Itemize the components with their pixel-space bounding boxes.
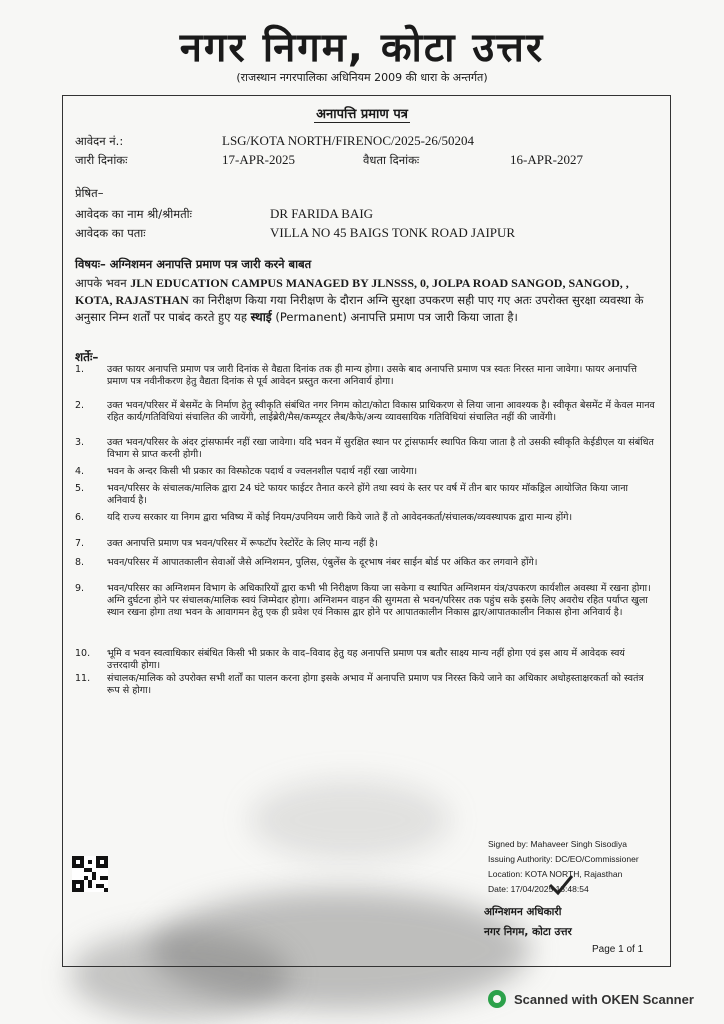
signature-check-icon [548, 874, 574, 896]
officer-title: अग्निशमन अधिकारी [484, 906, 562, 918]
signed-by: Signed by: Mahaveer Singh Sisodiya [488, 839, 627, 849]
header-title: नगर निगम, कोटा उत्तर [179, 25, 545, 71]
signature-location: Location: KOTA NORTH, Rajasthan [488, 869, 623, 879]
sent-label: प्रेषित– [75, 186, 104, 200]
condition-text: भवन/परिसर में आपातकालीन सेवाओं जैसे अग्निशमन, पुलिस, एंबुलेंस के दूरभाष नंबर साईन बोर्ड पर अंकित कर लगवाने होंगे। [107, 557, 538, 568]
condition-number: 8. [75, 557, 85, 568]
condition-item [75, 583, 655, 619]
scanner-watermark [488, 990, 694, 1008]
issue-date: 17-APR-2025 [222, 152, 295, 167]
qr-code [72, 856, 108, 892]
condition-item [75, 673, 655, 697]
header-subtitle: (राजस्थान नगरपालिका अधिनियम 2009 की धारा के अन्तर्गत) [236, 71, 488, 84]
condition-text: भवन/परिसर का अग्निशमन विभाग के अधिकारियों द्वारा कभी भी निरीक्षण किया जा सकेगा व स्थापित अग्निशमन यंत्र/उपकरण कार्यशील अवस्था में रखना होगा। अग्नि दुर्घटना होने पर संचालक/मालिक स्वयं जिम्मेदार होगा। अग्निशमन वाहन की सुगमता से भवन/परिसर तक पहुंच सके इसके लिए अवरोध रहित पर्याप्त खुला स्थान रखना होगा तथा भवन के आवागमन हेतु एक ही प्रवेश एवं निकास द्वार होने पर आपातकालीन निकास द्वार/आपातकालीन निकास होना अनिवार्य है। [107, 583, 651, 618]
condition-number: 1. [75, 364, 85, 375]
condition-number: 4. [75, 466, 85, 477]
permanent-label: स्थाई [250, 310, 272, 324]
condition-item [75, 483, 655, 507]
validity-date: 16-APR-2027 [510, 152, 583, 167]
condition-text: भूमि व भवन स्वत्वाधिकार संबंधित किसी भी प्रकार के वाद–विवाद हेतु यह अनापत्ति प्रमाण पत्र बतौर साक्ष्य मान्य नहीं होगा एवं इस आय में आवेदक स्वयं उत्तरदायी होगा। [107, 648, 625, 671]
condition-number: 11. [75, 673, 91, 684]
page-number: Page 1 of 1 [592, 944, 644, 955]
condition-item [75, 648, 655, 672]
condition-number: 3. [75, 437, 85, 448]
condition-text: उक्त अनापत्ति प्रमाण पत्र भवन/परिसर में रूफटॉप रेस्टोरेंट के लिए मान्य नहीं है। [107, 538, 378, 549]
condition-text: उक्त भवन/परिसर के अंदर ट्रांसफार्मर नहीं रखा जावेगा। यदि भवन में सुरक्षित स्थान पर ट्रांसफार्मर स्थापित किया जाता है तो उसकी स्वीकृति केईडीएल या संबंधित विभाग से प्राप्त करनी होगी। [107, 437, 654, 460]
condition-text: उक्त भवन/परिसर में बेसमेंट के निर्माण हेतु स्वीकृति संबंधित नगर निगम कोटा/कोटा विकास प्राधिकरण से लिया जाना आवश्यक है। स्वीकृत बेसमेंट में केवल मानव रहित कार्य/गतिविधियां संचालित की जायेंगी, लाईब्रेरी/मैस/कम्प्यूटर लैब/कैफे/अन्य व्यावसायिक गतिविधियां संचालित नहीं की जावेंगी। [107, 400, 655, 423]
issue-date-label: जारी दिनांकः [75, 153, 128, 167]
building-name: JLN EDUCATION CAMPUS MANAGED BY JLNSSS, 0, JOLPA ROAD SANGOD, SANGOD, , KOTA, RAJASTHAN [75, 276, 629, 307]
condition-text: उक्त फायर अनापत्ति प्रमाण पत्र जारी दिनांक से वैद्यता दिनांक तक ही मान्य होगा। उसके बाद अनापत्ति प्रमाण पत्र स्वतः निरस्त माना जावेगा। फायर अनापत्ति प्रमाण पत्र नवीनीकरण हेतु वैद्यता दिनांक से पूर्व आवेदन प्रस्तुत करना अनिवार्य होगा। [107, 364, 637, 387]
condition-number: 5. [75, 483, 85, 494]
condition-item [75, 466, 655, 478]
document-title: अनापत्ति प्रमाण पत्र [316, 107, 408, 122]
issuing-authority: Issuing Authority: DC/EO/Commissioner [488, 854, 639, 864]
condition-number: 7. [75, 538, 85, 549]
condition-number: 10. [75, 648, 91, 659]
condition-text: यदि राज्य सरकार या निगम द्वारा भविष्य में कोई नियम/उपनियम जारी किये जाते हैं तो आवेदनकर्ता/संचालक/व्यवस्थापक द्वारा मान्य होंगे। [107, 512, 573, 523]
condition-item [75, 557, 655, 569]
condition-text: भवन के अन्दर किसी भी प्रकार का विस्फोटक पदार्थ व ज्वलनशील पदार्थ नहीं रखा जायेगा। [107, 466, 418, 477]
conditions-label: शर्तेः– [75, 350, 99, 364]
body-paragraph: आपके भवन JLN EDUCATION CAMPUS MANAGED BY JLNSSS, 0, JOLPA ROAD SANGOD, SANGOD, , KOTA, RAJASTHAN का निरीक्षण किया गया निरीक्षण के दौरान अग्नि सुरक्षा उपकरण सही पाए गए अतः उपरोक्त सुरक्षा व्यवस्था के अनुसार निम्न शर्तों पर पाबंद करते हुए यह स्थाई (Permanent) अनापत्ति प्रमाण पत्र जारी किया जाता है। [75, 276, 644, 324]
applicant-address-label: आवेदक का पताः [75, 226, 146, 240]
condition-item [75, 364, 655, 388]
applicant-address: VILLA NO 45 BAIGS TONK ROAD JAIPUR [270, 225, 516, 240]
condition-number: 9. [75, 583, 85, 594]
applicant-name-label: आवेदक का नाम श्री/श्रीमतीः [75, 207, 192, 221]
oken-scanner-logo-icon [488, 990, 506, 1008]
condition-number: 6. [75, 512, 85, 523]
officer-org: नगर निगम, कोटा उत्तर [484, 926, 572, 938]
condition-item [75, 538, 655, 550]
scanner-label: Scanned with OKEN Scanner [514, 991, 694, 1007]
condition-text: संचालक/मालिक को उपरोक्त सभी शर्तों का पालन करना होगा इसके अभाव में अनापत्ति प्रमाण पत्र निरस्त किये जाने का अधिकार अधोहस्ताक्षरकर्ता को स्वतंत्र रूप से होगा। [107, 673, 644, 696]
signature-date: Date: 17/04/2025 18:48:54 [488, 884, 589, 894]
applicant-name: DR FARIDA BAIG [270, 206, 374, 221]
validity-date-label: वैधता दिनांकः [363, 153, 420, 167]
condition-item [75, 437, 655, 461]
condition-text: भवन/परिसर के संचालक/मालिक द्वारा 24 घंटे फायर फाईटर तैनात करने होंगे तथा स्वयं के स्तर पर वर्ष में तीन बार फायर मॉकड्रिल आयोजित किया जाना अनिवार्य है। [107, 483, 628, 506]
condition-number: 2. [75, 400, 85, 411]
application-no: LSG/KOTA NORTH/FIRENOC/2025-26/50204 [222, 133, 475, 148]
condition-item [75, 400, 655, 424]
application-no-label: आवेदन नं.: [75, 134, 124, 148]
subject: विषयः– अग्निशमन अनापत्ति प्रमाण पत्र जारी करने बाबत [75, 257, 312, 271]
condition-item [75, 512, 655, 524]
